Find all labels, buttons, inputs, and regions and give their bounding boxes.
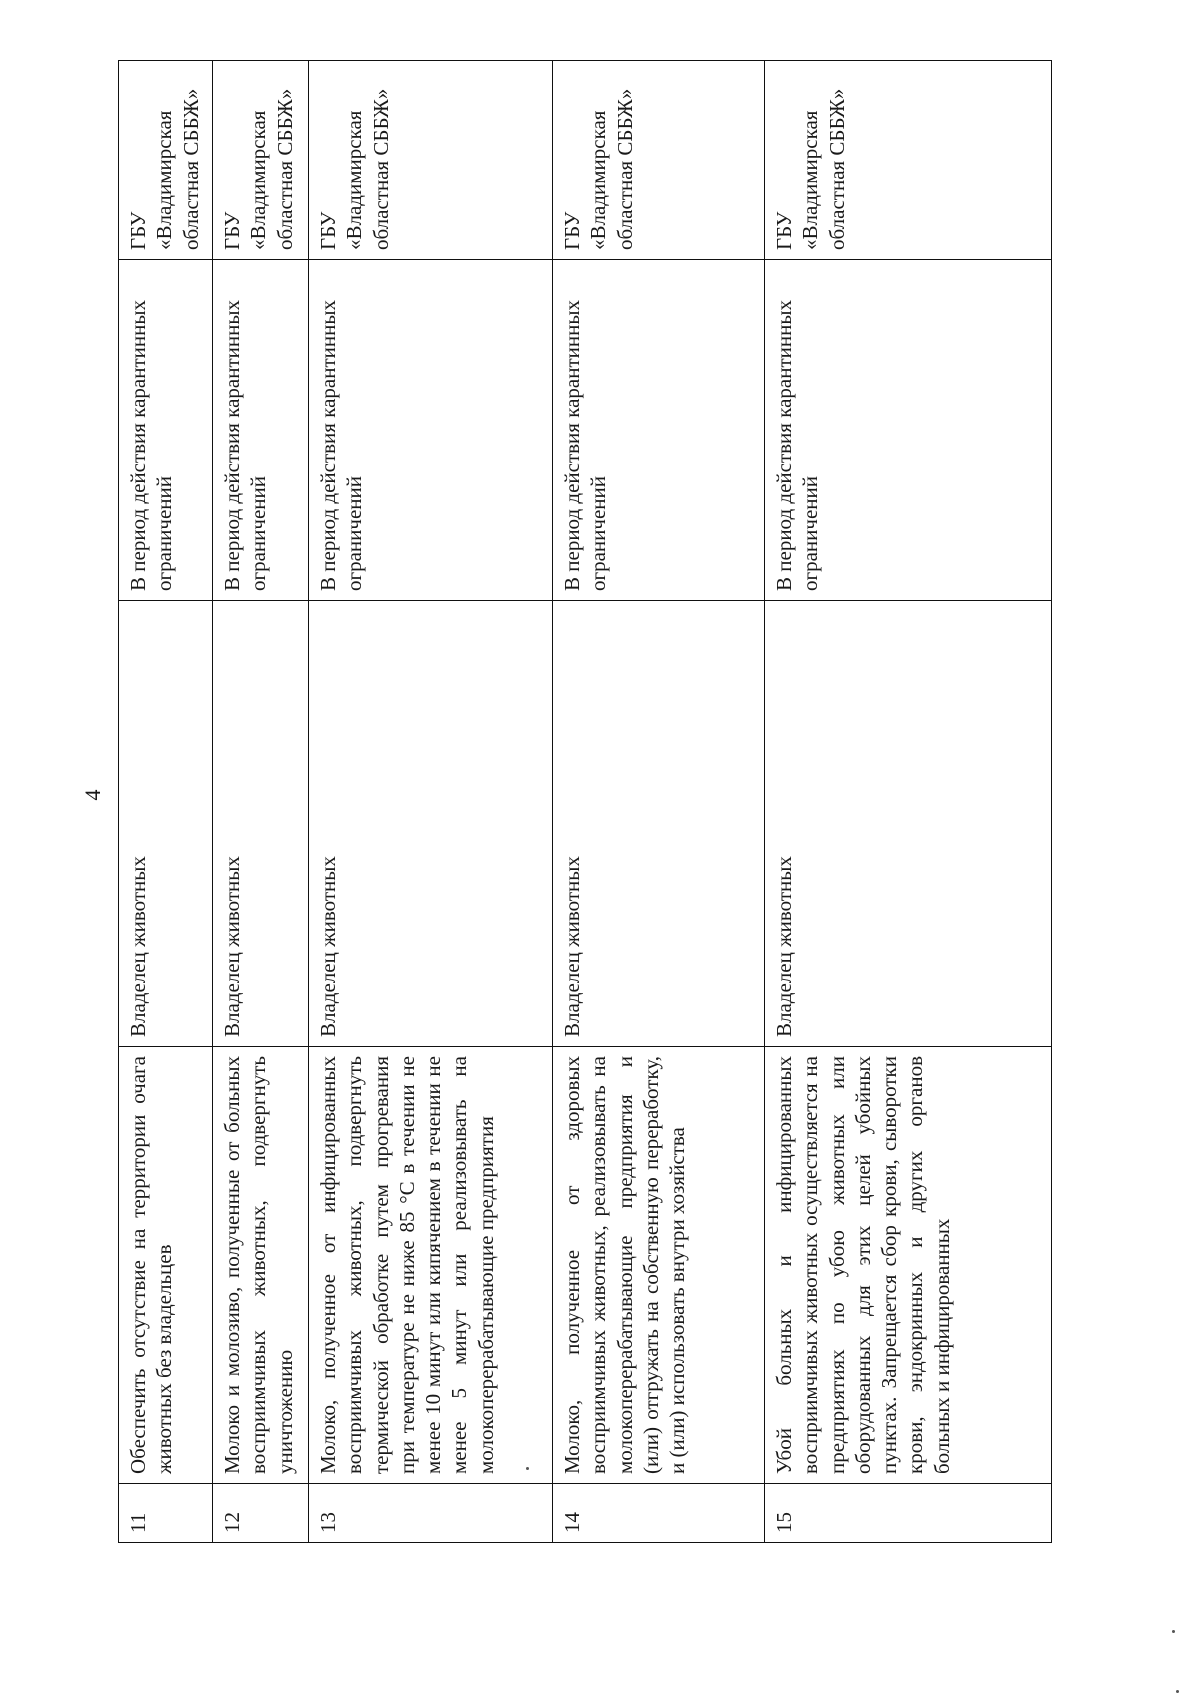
organization-text: ГБУ «Владимирская областная СББЖ» bbox=[119, 61, 213, 260]
responsible-party: Владелец животных bbox=[119, 601, 213, 1047]
row-number: 15 bbox=[765, 1484, 1052, 1543]
term-text: В период действия карантинных ограничений bbox=[765, 260, 1052, 601]
scan-speck bbox=[526, 1467, 529, 1470]
measure-text: Молоко и молозиво, полученные от больных восприимчивых животных, подвергнуть уничтожению bbox=[213, 1047, 309, 1484]
measure-text: Убой больных и инфицированных восприимчивых животных осуществляется на предприятиях по убою животных или оборудованных для этих целей убойных пунктах. Запрещается сбор крови, сыворотки крови, эндокринных и других органов больных и инфицированных bbox=[765, 1047, 1052, 1484]
table-row bbox=[213, 61, 309, 1543]
organization-text: ГБУ «Владимирская областная СББЖ» bbox=[553, 61, 765, 260]
table-row bbox=[765, 61, 1052, 1543]
term-text: В период действия карантинных ограничений bbox=[213, 260, 309, 601]
scan-speck bbox=[1172, 1630, 1175, 1633]
table-row bbox=[553, 61, 765, 1543]
measure-text: Обеспечить отсутствие на территории очага животных без владельцев bbox=[119, 1047, 213, 1484]
scan-speck bbox=[1176, 1690, 1179, 1693]
responsible-party: Владелец животных bbox=[309, 601, 553, 1047]
table-row bbox=[309, 61, 553, 1543]
organization-text: ГБУ «Владимирская областная СББЖ» bbox=[309, 61, 553, 260]
page-number: 4 bbox=[80, 789, 105, 801]
row-number: 11 bbox=[119, 1484, 213, 1543]
row-number: 12 bbox=[213, 1484, 309, 1543]
responsible-party: Владелец животных bbox=[553, 601, 765, 1047]
responsible-party: Владелец животных bbox=[213, 601, 309, 1047]
row-number: 13 bbox=[309, 1484, 553, 1543]
measures-table bbox=[118, 60, 1052, 1543]
row-number: 14 bbox=[553, 1484, 765, 1543]
term-text: В период действия карантинных ограничений bbox=[119, 260, 213, 601]
measure-text: Молоко, полученное от здоровых восприимчивых животных, реализовывать на молокоперерабатывающие предприятия и (или) отгружать на собственную переработку, и (или) использовать внутри хозяйства bbox=[553, 1047, 765, 1484]
organization-text: ГБУ «Владимирская областная СББЖ» bbox=[213, 61, 309, 260]
measure-text: Молоко, полученное от инфицированных восприимчивых животных, подвергнуть термической обработке путем прогревания при температуре не ниже 85 °С в течении не менее 10 минут или кипячением в течении не менее 5 минут или реализовывать на молокоперерабатывающие предприятия bbox=[309, 1047, 553, 1484]
organization-text: ГБУ «Владимирская областная СББЖ» bbox=[765, 61, 1052, 260]
table-row bbox=[119, 61, 213, 1543]
rotated-table-wrapper bbox=[118, 60, 1052, 1543]
term-text: В период действия карантинных ограничений bbox=[553, 260, 765, 601]
term-text: В период действия карантинных ограничений bbox=[309, 260, 553, 601]
responsible-party: Владелец животных bbox=[765, 601, 1052, 1047]
